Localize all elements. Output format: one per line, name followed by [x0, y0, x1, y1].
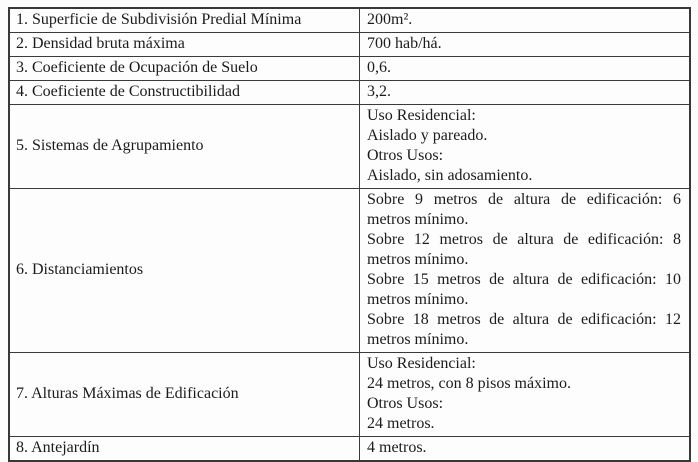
regulation-table — [8, 7, 691, 462]
value-line: 200m². — [367, 11, 413, 28]
table-row — [9, 189, 690, 353]
value-line: Otros Usos: — [367, 147, 444, 164]
value-line: 24 metros. — [367, 415, 435, 432]
row-label: 3. Coeficiente de Ocupación de Suelo — [9, 57, 360, 81]
row-value — [360, 353, 691, 437]
table-row — [9, 105, 690, 189]
table-row — [9, 437, 690, 462]
value-line: Uso Residencial: — [367, 355, 476, 372]
row-label: 7. Alturas Máximas de Edificación — [9, 353, 360, 437]
value-line: 24 metros, con 8 pisos máximo. — [367, 375, 571, 392]
row-label: 6. Distanciamientos — [9, 189, 360, 353]
row-label: 8. Antejardín — [9, 437, 360, 462]
regulation-table-body — [9, 8, 690, 461]
row-label: 2. Densidad bruta máxima — [9, 33, 360, 57]
value-line: Aislado y pareado. — [367, 127, 488, 144]
row-value — [360, 189, 691, 353]
row-label: 1. Superficie de Subdivisión Predial Mínima — [9, 8, 360, 33]
value-line: 4 metros. — [367, 439, 427, 456]
value-line: Sobre 15 metros de altura de edificación: 10 metros mínimo. — [367, 271, 681, 308]
value-line: Sobre 12 metros de altura de edificación: 8 metros mínimo. — [367, 231, 681, 268]
table-row — [9, 33, 690, 57]
value-line: Aislado, sin adosamiento. — [367, 167, 533, 184]
row-label: 4. Coeficiente de Constructibilidad — [9, 81, 360, 105]
table-row — [9, 353, 690, 437]
value-line: Sobre 18 metros de altura de edificación: 12 metros mínimo. — [367, 311, 681, 348]
row-value — [360, 437, 691, 462]
row-value — [360, 81, 691, 105]
value-line: 3,2. — [367, 83, 391, 100]
value-line: 700 hab/há. — [367, 35, 442, 52]
row-value — [360, 57, 691, 81]
value-line: Otros Usos: — [367, 395, 444, 412]
row-value — [360, 8, 691, 33]
value-line: Sobre 9 metros de altura de edificación: 6 metros mínimo. — [367, 191, 681, 228]
row-value — [360, 105, 691, 189]
table-row — [9, 81, 690, 105]
row-label: 5. Sistemas de Agrupamiento — [9, 105, 360, 189]
document-page — [8, 7, 691, 462]
table-row — [9, 8, 690, 33]
value-line: 0,6. — [367, 59, 391, 76]
table-row — [9, 57, 690, 81]
row-value — [360, 33, 691, 57]
value-line: Uso Residencial: — [367, 107, 476, 124]
